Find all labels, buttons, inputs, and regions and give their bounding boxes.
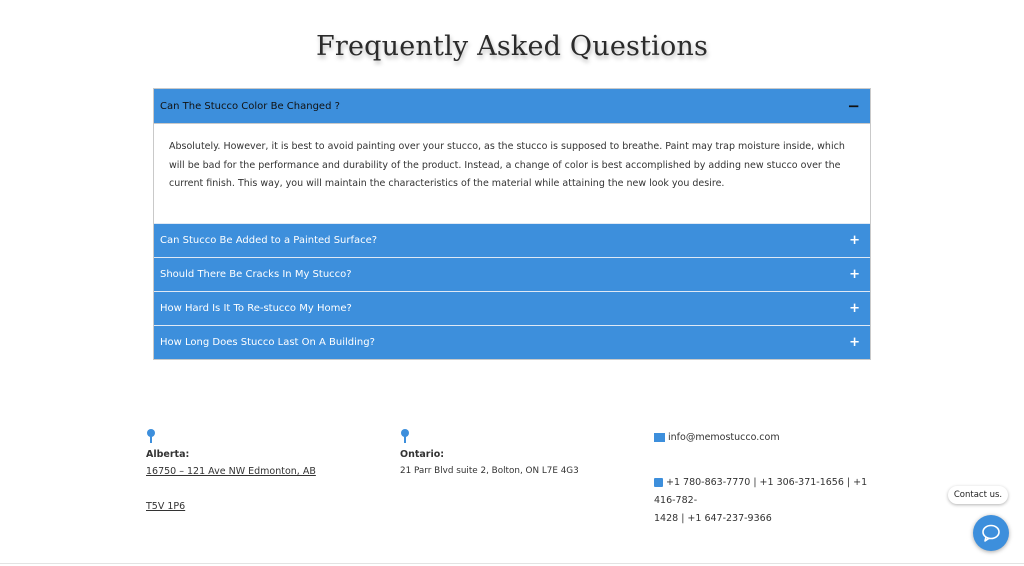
faq-item — [154, 291, 870, 325]
expand-icon[interactable]: + — [849, 335, 860, 350]
email-link[interactable]: info@memostucco.com — [668, 432, 780, 443]
faq-item — [154, 325, 870, 359]
location-pin-icon — [146, 429, 156, 443]
faq-header-painted-surface[interactable] — [154, 223, 870, 257]
faq-item — [154, 223, 870, 257]
email-row — [654, 432, 879, 443]
alberta-title: Alberta: — [146, 449, 190, 460]
faq-answer: Absolutely. However, it is best to avoid painting over your stucco, as the stucco is supposed to breathe. Paint may trap moisture inside, which will be bad for the performance and durability of the product. Instead, a change of color is best accomplished by adding new stucco over the current finish. This way, you will maintain the characteristics of the material while attaining the new look you desire. — [154, 123, 870, 223]
expand-icon[interactable]: + — [849, 233, 860, 248]
faq-question: How Long Does Stucco Last On A Building? — [160, 337, 375, 348]
faq-header-re-stucco[interactable] — [154, 291, 870, 325]
faq-header-stucco-lifespan[interactable] — [154, 325, 870, 359]
footer-alberta — [146, 429, 316, 512]
faq-item — [154, 257, 870, 291]
chat-button[interactable] — [973, 515, 1009, 551]
faq-question: Can The Stucco Color Be Changed ? — [160, 100, 340, 112]
expand-icon[interactable]: + — [849, 301, 860, 316]
faq-title: Frequently Asked Questions — [315, 31, 709, 62]
faq-accordion — [153, 88, 871, 360]
collapse-icon[interactable]: − — [847, 96, 860, 115]
phone-numbers-line2[interactable]: 1428 | +1 647-237-9366 — [654, 513, 772, 524]
envelope-icon — [654, 433, 665, 442]
expand-icon[interactable]: + — [849, 267, 860, 282]
faq-question: Should There Be Cracks In My Stucco? — [160, 269, 352, 280]
phone-numbers-line1[interactable]: +1 780-863-7770 | +1 306-371-1656 | +1 416-782- — [654, 477, 868, 506]
alberta-postal-link[interactable]: T5V 1P6 — [146, 501, 186, 512]
faq-item — [154, 89, 870, 223]
chat-bubble-icon — [980, 522, 1002, 544]
faq-header-stucco-color[interactable] — [154, 89, 870, 123]
alberta-address-link[interactable]: 16750 – 121 Ave NW Edmonton, AB — [146, 466, 316, 477]
phone-row — [654, 474, 879, 528]
faq-question: How Hard Is It To Re-stucco My Home? — [160, 303, 352, 314]
faq-header-cracks[interactable] — [154, 257, 870, 291]
faq-question: Can Stucco Be Added to a Painted Surface? — [160, 235, 378, 246]
footer-ontario — [400, 429, 579, 476]
footer-divider — [0, 563, 1024, 564]
ontario-title: Ontario: — [400, 449, 445, 460]
ontario-address: 21 Parr Blvd suite 2, Bolton, ON L7E 4G3 — [400, 466, 579, 476]
phone-icon — [654, 478, 663, 487]
contact-us-bubble[interactable]: Contact us. — [948, 486, 1008, 504]
footer-contact — [654, 432, 879, 528]
location-pin-icon — [400, 429, 410, 443]
